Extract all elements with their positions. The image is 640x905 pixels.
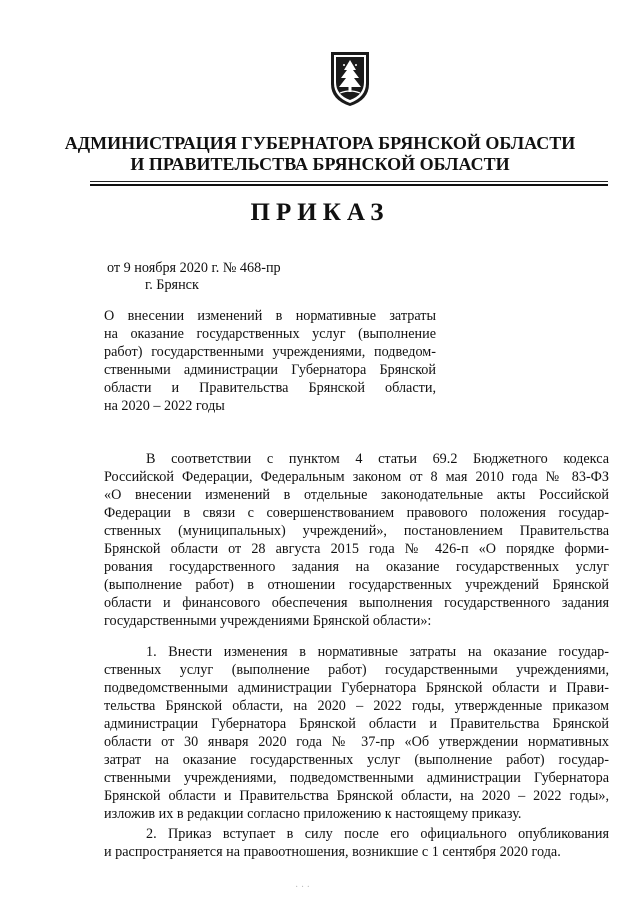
preamble-line: Федерации в связи с совершенствованием правового положения государ- [104,505,609,521]
item-1-line: изложив их в редакции согласно приложению к настоящему приказу. [104,806,522,822]
item-1-line: ственными учреждениями, подведомственными администрации Губернатора [104,770,609,786]
item-1-line: 1. Внести изменения в нормативные затраты на оказание государ- [146,644,609,660]
preamble-line: ственных (муниципальных) учреждений», постановлением Правительства [104,523,609,539]
item-2-line: 2. Приказ вступает в силу после его официального опубликования [146,826,609,842]
preamble-line: рования государственного задания на оказание государственных услуг [104,559,609,575]
preamble-line: государственными учреждениями Брянской области»: [104,613,432,629]
item-1-line: затрат на оказание государственных услуг (выполнение работ) государ- [104,752,609,768]
item-1-line: тельства Брянской области, на 2020 – 2022 годы, утвержденные приказом [104,698,609,714]
preamble-line: Брянской области от 28 августа 2015 года № 426-п «О порядке форми- [104,541,609,557]
header-divider-thick [90,184,608,186]
subject-line: работ) государственными учреждениями, подведом- [104,344,436,360]
preamble-line: «О внесении изменений в отдельные законодательные акты Российской [104,487,609,503]
header-divider-thin [90,181,608,182]
subject-line: области и Правительства Брянской области, [104,380,436,396]
subject-line: на оказание государственных услуг (выполнение [104,326,436,342]
preamble-line: (выполнение работ) в отношении государственных учреждений Брянской [104,577,609,593]
subject-line: ственными администрации Губернатора Брянской [104,362,436,378]
preamble-line: В соответствии с пунктом 4 статьи 69.2 Бюджетного кодекса [146,451,609,467]
bryansk-coat-of-arms-emblem [325,48,375,108]
preamble-line: Российской Федерации, Федеральным законом от 8 мая 2010 года № 83-ФЗ [104,469,609,485]
order-date-number: от 9 ноября 2020 г. № 468-пр [107,260,281,276]
header-line-1: АДМИНИСТРАЦИЯ ГУБЕРНАТОРА БРЯНСКОЙ ОБЛАСТИ [64,133,576,153]
subject-line: на 2020 – 2022 годы [104,398,225,414]
item-1-line: Брянской области и Правительства Брянской области, на 2020 – 2022 годы», [104,788,609,804]
document-title: ПРИКАЗ [250,199,390,226]
item-1-line: области от 30 января 2020 года № 37-пр «Об утверждении нормативных [104,734,609,750]
item-1-line: ственных услуг (выполнение работ) государственными учреждениями, [104,662,609,678]
item-1-line: администрации Губернатора Брянской области и Правительства Брянской [104,716,609,732]
item-1-line: подведомственными администрации Губернатора Брянской области и Прави- [104,680,609,696]
header-line-2: И ПРАВИТЕЛЬСТВА БРЯНСКОЙ ОБЛАСТИ [130,154,510,174]
item-2-line: и распространяется на правоотношения, возникшие с 1 сентября 2020 года. [104,844,561,860]
scan-specks: · · · [295,882,310,893]
preamble-line: области и финансового обеспечения выполнения государственного задания [104,595,609,611]
subject-line: О внесении изменений в нормативные затраты [104,308,436,324]
order-city: г. Брянск [145,277,199,293]
